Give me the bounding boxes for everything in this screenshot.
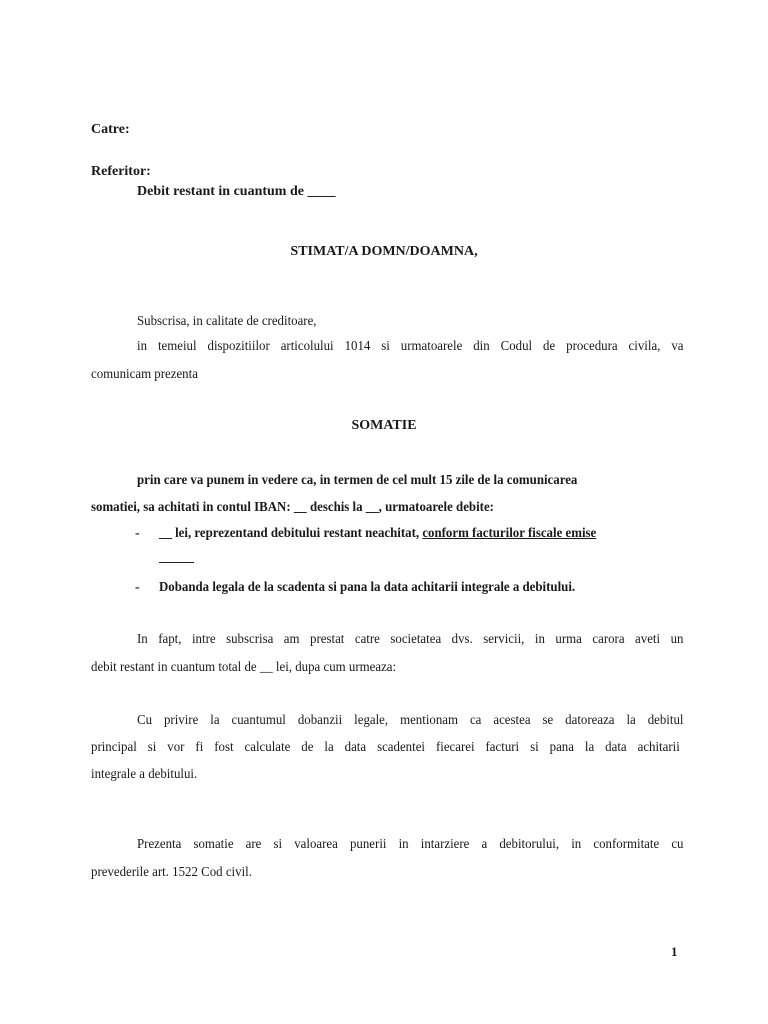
intro-line-1: Subscrisa, in calitate de creditoare,	[137, 314, 317, 329]
demand-line-1: prin care va punem in vedere ca, in termen de cel mult 15 zile de la comunicarea	[137, 473, 578, 488]
fapt-line-1: In fapt, intre subscrisa am prestat catre societatea dvs. servicii, in urma carora aveti un	[137, 632, 684, 647]
bullet-item-2: Dobanda legala de la scadenta si pana la data achitarii integrale a debitului.	[159, 580, 576, 595]
bullet-item-1	[159, 526, 634, 542]
dobanda-line-2: principal si vor fi fost calculate de la data scadentei fiecarei facturi si pana la data achitarii	[91, 740, 680, 755]
somatie-effect-line-1: Prezenta somatie are si valoarea punerii in intarziere a debitorului, in conformitate cu	[137, 837, 684, 852]
somatie-effect-line-2: prevederile art. 1522 Cod civil.	[91, 865, 252, 880]
dobanda-line-3: integrale a debitului.	[91, 767, 198, 782]
catre-label: Catre:	[91, 122, 130, 137]
intro-line-2: in temeiul dispozitiilor articolului 1014 si urmatoarele din Codul de procedura civila, va	[137, 339, 684, 354]
page-number: 1	[671, 944, 678, 959]
bullet-item-1-continuation: _____	[159, 550, 194, 565]
dobanda-line-1: Cu privire la cuantumul dobanzii legale, mentionam ca acestea se datoreaza la debitul	[137, 713, 684, 728]
bullet-item-1-underlined: conform facturilor fiscale emise	[422, 526, 597, 541]
bullet-dash-2: -	[135, 580, 140, 595]
subject-line: Debit restant in cuantum de ____	[137, 184, 336, 199]
salutation: STIMAT/A DOMN/DOAMNA,	[290, 244, 478, 259]
somatie-title: SOMATIE	[351, 418, 417, 433]
demand-line-2: somatiei, sa achitati in contul IBAN: __ deschis la __, urmatoarele debite:	[91, 500, 494, 515]
intro-line-3: comunicam prezenta	[91, 367, 198, 382]
referitor-label: Referitor:	[91, 164, 151, 179]
bullet-dash-1: -	[135, 526, 140, 541]
fapt-line-2: debit restant in cuantum total de __ lei, dupa cum urmeaza:	[91, 660, 397, 675]
bullet-item-1-text: __ lei, reprezentand debitului restant neachitat,	[159, 526, 423, 541]
